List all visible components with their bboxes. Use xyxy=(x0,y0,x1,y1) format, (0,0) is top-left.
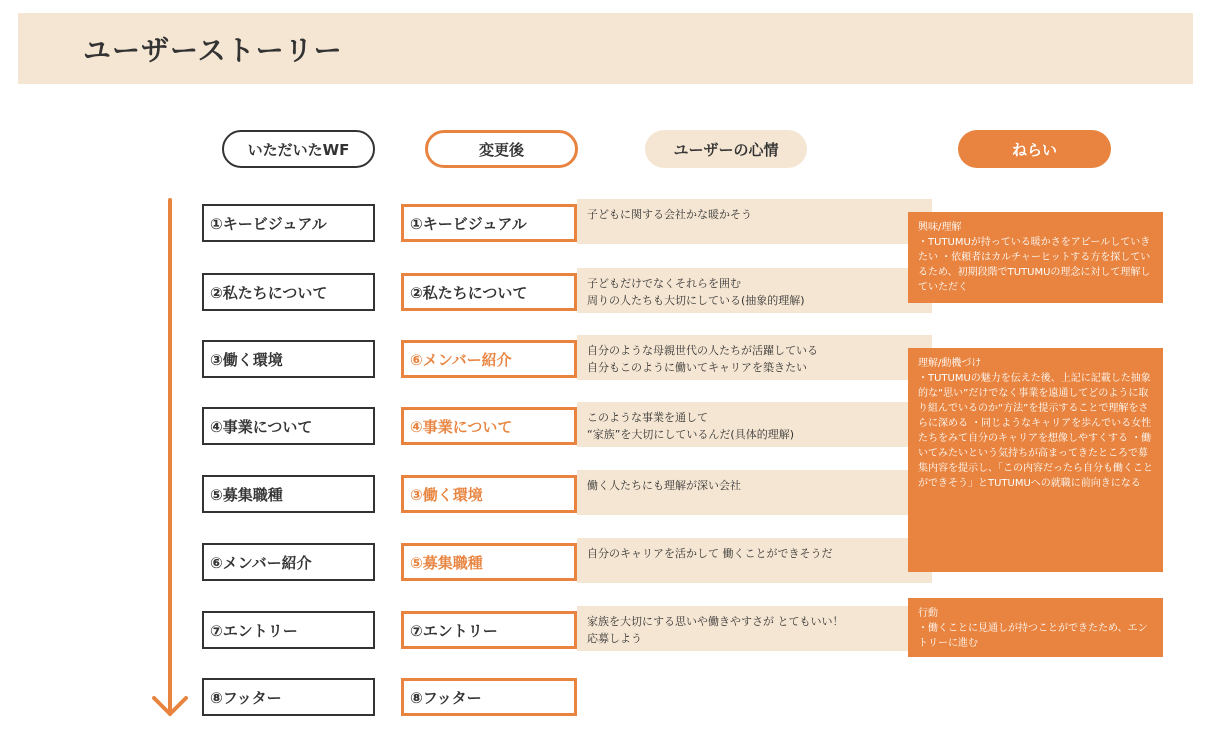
feeling-2 xyxy=(577,268,932,313)
feeling-7-line-1: 家族を大切にする思いや働きやすさが とてもいい！ xyxy=(587,615,844,628)
aim-1-title: 興味/理解 xyxy=(918,222,962,233)
aim-3-title: 行動 xyxy=(918,608,938,619)
feeling-2-line-2: 周りの人たちも大切にしている(抽象的理解) xyxy=(587,294,805,307)
aim-1 xyxy=(908,212,1163,303)
feeling-7 xyxy=(577,606,932,651)
after-item-8: ⑧フッター xyxy=(401,678,577,716)
feeling-3-line-1: 自分のような母親世代の人たちが活躍している xyxy=(587,344,818,357)
page-title: ユーザーストーリー xyxy=(83,34,343,67)
aim-2 xyxy=(908,348,1163,572)
feeling-6 xyxy=(577,538,932,583)
feeling-2-line-1: 子どもだけでなくそれらを囲む xyxy=(587,277,741,290)
wf-item-7: ⑦エントリー xyxy=(202,611,375,649)
aim-2-title: 理解/動機づけ xyxy=(918,358,982,369)
after-item-4: ④事業について xyxy=(401,407,577,445)
header-band xyxy=(18,13,1193,84)
feeling-5-line-1: 働く人たちにも理解が深い会社 xyxy=(587,479,741,492)
aim-3-body: ・働くことに見通しが持つことができたため、エントリーに進む xyxy=(918,623,1148,649)
column-header-after: 変更後 xyxy=(425,130,578,168)
after-item-5: ③働く環境 xyxy=(401,475,577,513)
feeling-4-line-1: このような事業を通して xyxy=(587,411,708,424)
after-item-3: ⑥メンバー紹介 xyxy=(401,340,577,378)
wf-item-5: ⑤募集職種 xyxy=(202,475,375,513)
feeling-6-line-1: 自分のキャリアを活かして 働くことができそうだ xyxy=(587,547,833,560)
feeling-4-line-2: “家族”を大切にしているんだ(具体的理解) xyxy=(587,428,794,441)
aim-2-body: ・TUTUMUの魅力を伝えた後、上記に記載した抽象的な“思い”だけでなく事業を遠通してどのように取り組んでいるのか“方法”を提示することで理解をさらに深める ・同じようなキャリアを歩んでいる女性たちをみて自分のキャリアを想像しやすくする ・働いてみたいという気持ちが高まってきたところで募集内容を提示し、「この内容だったら自分も働くことができそう」とTUTUMUへの就職に前向きになる xyxy=(918,373,1153,489)
wf-item-8: ⑧フッター xyxy=(202,678,375,716)
wf-item-1: ①キービジュアル xyxy=(202,204,375,242)
flow-arrow-icon xyxy=(150,196,190,724)
wf-item-2: ②私たちについて xyxy=(202,273,375,311)
after-item-2: ②私たちについて xyxy=(401,273,577,311)
column-header-feeling: ユーザーの心情 xyxy=(645,130,807,168)
feeling-3-line-2: 自分もこのように働いてキャリアを築きたい xyxy=(587,361,807,374)
wf-item-6: ⑥メンバー紹介 xyxy=(202,543,375,581)
wf-item-3: ③働く環境 xyxy=(202,340,375,378)
wf-item-4: ④事業について xyxy=(202,407,375,445)
column-header-aim: ねらい xyxy=(958,130,1111,168)
feeling-5 xyxy=(577,470,932,515)
after-item-6: ⑤募集職種 xyxy=(401,543,577,581)
feeling-1 xyxy=(577,199,932,244)
after-item-1: ①キービジュアル xyxy=(401,204,577,242)
aim-3 xyxy=(908,598,1163,657)
after-item-7: ⑦エントリー xyxy=(401,611,577,649)
feeling-1-line-1: 子どもに関する会社かな暖かそう xyxy=(587,208,752,221)
feeling-4 xyxy=(577,402,932,447)
feeling-7-line-2: 応募しよう xyxy=(587,632,642,645)
aim-1-body: ・TUTUMUが持っている暖かさをアピールしていきたい ・依頼者はカルチャーヒットする方を探しているため、初期段階でTUTUMUの理念に対して理解していただく xyxy=(918,237,1151,293)
column-header-wf: いただいたWF xyxy=(222,130,375,168)
feeling-3 xyxy=(577,335,932,380)
